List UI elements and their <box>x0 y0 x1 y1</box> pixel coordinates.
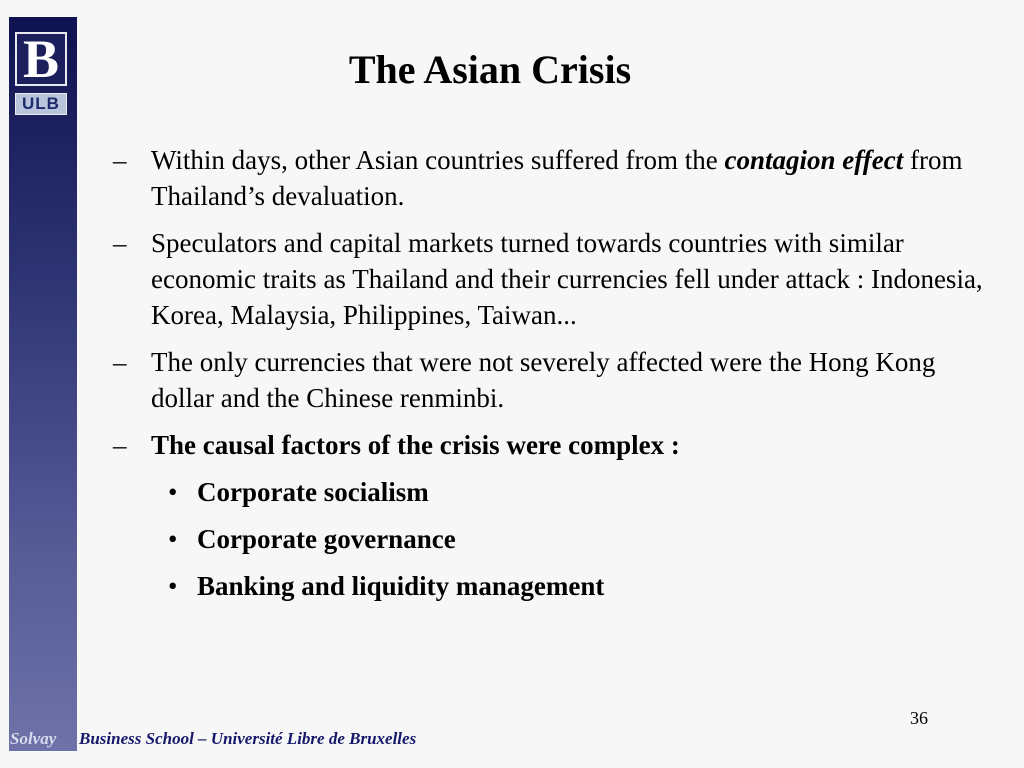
sub-bullet-text: Banking and liquidity management <box>197 571 605 601</box>
ulb-logo: ULB <box>15 93 67 115</box>
page-number: 36 <box>910 708 928 728</box>
dash-marker: – <box>113 347 127 377</box>
bullet-text: Within days, other Asian countries suffered from the <box>151 145 725 175</box>
solvay-logo: B <box>15 32 67 86</box>
bullet-causal-factors <box>113 427 993 463</box>
dash-marker: – <box>113 228 127 258</box>
sidebar-band <box>9 17 77 751</box>
bullet-emphasis: contagion effect <box>724 145 904 175</box>
sub-bullet-text: Corporate governance <box>197 524 456 554</box>
sub-bullet <box>113 568 993 604</box>
sub-bullet <box>113 474 993 510</box>
slide-content <box>113 142 993 615</box>
bullet-text: The only currencies that were not severely affected were the Hong Kong dollar and the Chinese renminbi. <box>151 347 936 413</box>
dash-marker: – <box>113 430 127 460</box>
footer-solvay: Solvay <box>10 729 57 748</box>
bullet-speculators <box>113 225 993 333</box>
footer-school-name: Business School – Université Libre de Bruxelles <box>79 729 417 748</box>
dot-marker: • <box>168 477 178 507</box>
slide-title: The Asian Crisis <box>348 47 632 92</box>
bullet-text: Speculators and capital markets turned towards countries with similar economic traits as Thailand and their currencies fell under attack : Indonesia, Korea, Malaysia, Philippines, Taiwan... <box>151 228 983 330</box>
dash-marker: – <box>113 145 127 175</box>
bullet-contagion <box>113 142 993 214</box>
bullet-text: The causal factors of the crisis were complex : <box>151 430 680 460</box>
sub-bullet-text: Corporate socialism <box>197 477 429 507</box>
dot-marker: • <box>168 524 178 554</box>
bullet-currencies <box>113 344 993 416</box>
dot-marker: • <box>168 571 178 601</box>
sub-bullet <box>113 521 993 557</box>
bullet-text: from Thailand’s devaluation. <box>151 145 963 211</box>
